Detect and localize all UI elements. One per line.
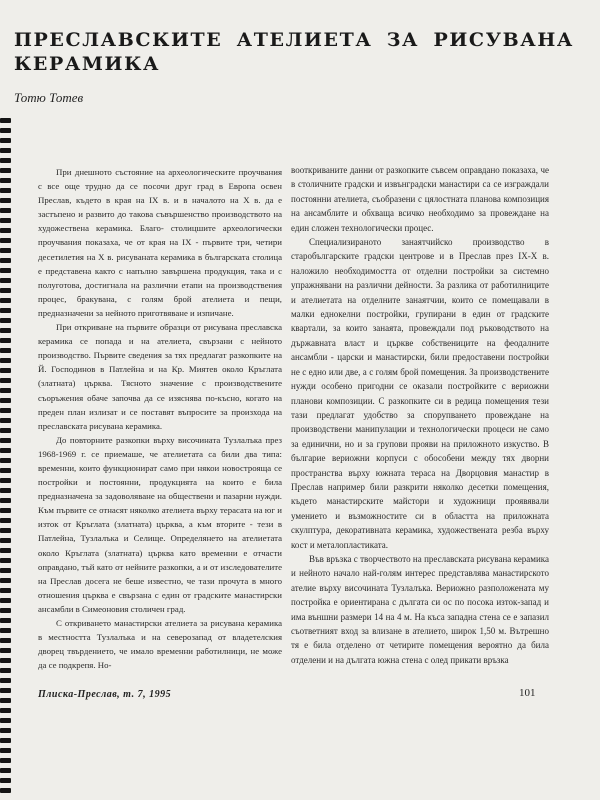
binding-ring bbox=[0, 548, 11, 553]
binding-ring bbox=[0, 128, 11, 133]
right-text-column bbox=[291, 163, 549, 667]
paragraph: Във връзка с творчеството на преславската рисувана керамика и нейното начало най-голям интерес представлява манастирското ателие върху височината Тузлалъка. Вериожно разположената му постройка е ориентирана с дългата си ос по посока изток-запад и има външни размери 14 на 4 м. На къса западна стена се е запазил съответният вход за влизане в ателието, широк 1,50 м. Вътрешно тя е била отделено от четирите помещения вероятно да била отделени и на дългата южна стена с олед прикати връзка bbox=[291, 553, 549, 665]
binding-ring bbox=[0, 348, 11, 353]
binding-ring bbox=[0, 278, 11, 283]
binding-ring bbox=[0, 438, 11, 443]
binding-ring bbox=[0, 788, 11, 793]
binding-ring bbox=[0, 198, 11, 203]
binding-ring bbox=[0, 258, 11, 263]
paragraph: До повторните разкопки върху височината Тузлалъка през 1968-1969 г. се приемаше, че ателиетата са били два типа: временни, които функционират само при някои новострояща се постройки и постоянни, продукцията на които е била предназначена за задоволяване на обществени и пазарни нужди. Към първите се отнасят няколко ателиета върху терасата на юг и изток от Кръглата (златната) църква, а към вторите - тези в Патлейна, Тузлалъка и Селище. Определянето на ателиетата около Кръглата (златната) църква като временни е отчасти оправдано, тъй като от нейните разкопки, а и от изследователите на Преслав досега не беше известно, че тази прочута в много отношения църква е свързана с един от градските манастирски ансамбли в Симеоновия столичен град. bbox=[38, 434, 282, 614]
title-word: ПРЕСЛАВСКИТЕ bbox=[14, 29, 223, 51]
binding-ring bbox=[0, 698, 11, 703]
binding-ring bbox=[0, 758, 11, 763]
binding-ring bbox=[0, 768, 11, 773]
binding-ring bbox=[0, 188, 11, 193]
binding-ring bbox=[0, 748, 11, 753]
title-word: РИСУВАНА bbox=[433, 29, 574, 51]
binding-ring bbox=[0, 358, 11, 363]
paragraph: При откриване на първите образци от рисувана преславска керамика се попада и на ателиета, свързани с нейното производство. Първите сведения за тях предлагат разкопките на Й. Господинов в Патлейна и на Кр. Миятев около Кръглата (златната) църква. Тясното значение с производствените съоръжения обаче започва да се изяснява по-късно, когато на преден план излизат и се поставят въпросите за произхода на преславската рисувана керамика. bbox=[38, 322, 282, 431]
binding-ring bbox=[0, 608, 11, 613]
page-number: 101 bbox=[519, 687, 536, 699]
author-name: Тотю Тотев bbox=[14, 90, 84, 105]
binding-ring bbox=[0, 488, 11, 493]
binding-ring bbox=[0, 378, 11, 383]
binding-ring bbox=[0, 568, 11, 573]
binding-ring bbox=[0, 778, 11, 783]
binding-ring bbox=[0, 368, 11, 373]
binding-ring bbox=[0, 148, 11, 153]
binding-ring bbox=[0, 658, 11, 663]
binding-ring bbox=[0, 328, 11, 333]
binding-ring bbox=[0, 618, 11, 623]
binding-ring bbox=[0, 478, 11, 483]
binding-ring bbox=[0, 508, 11, 513]
paragraph: При днешното състояние на археологическите проучвания с все още трудно да се посочи друг град в Европа освен Преслав, където в края на IX в. и в началото на X в. да е застъпено и развито до такова съвършенство производството на художествена керамика. Благо- столицшите археологически проучвания показаха, че от края на IX - първите три, четири десетилетия на X в. рисуваната керамика в българската столица е представена както с напълно завършена продукция, така и с полуготова, достигнала на различни етапи на производствения процес, бракувана, с голям брой ателиета и пещи, предназначени за нейното приготвяване и изпичане. bbox=[38, 167, 282, 318]
binding-ring bbox=[0, 448, 11, 453]
binding-ring bbox=[0, 578, 11, 583]
binding-ring bbox=[0, 668, 11, 673]
binding-ring bbox=[0, 558, 11, 563]
title-line-1 bbox=[14, 28, 574, 52]
binding-ring bbox=[0, 648, 11, 653]
binding-ring bbox=[0, 178, 11, 183]
binding-ring bbox=[0, 238, 11, 243]
binding-ring bbox=[0, 408, 11, 413]
binding-ring bbox=[0, 118, 11, 123]
title-line-2: КЕРАМИКА bbox=[14, 53, 161, 75]
binding-ring bbox=[0, 678, 11, 683]
binding-ring bbox=[0, 138, 11, 143]
binding-ring bbox=[0, 298, 11, 303]
binding-ring bbox=[0, 738, 11, 743]
binding-ring bbox=[0, 588, 11, 593]
binding-ring bbox=[0, 708, 11, 713]
paragraph: вооткриваните данни от разкопките съвсем оправдано показаха, че в столичните градски и извънградски манастири са се изграждали постоянни ателиета, съобразени с цялостната планова композиция на ансамблите и обхваща всичко необходимо за провеждане на един сложен технологически процес. bbox=[291, 165, 549, 233]
binding-ring bbox=[0, 288, 11, 293]
binding-ring bbox=[0, 428, 11, 433]
title-word: ЗА bbox=[386, 29, 420, 51]
binding-ring bbox=[0, 398, 11, 403]
binding-ring bbox=[0, 598, 11, 603]
binding-ring bbox=[0, 248, 11, 253]
spiral-binding bbox=[0, 0, 16, 800]
binding-ring bbox=[0, 308, 11, 313]
binding-ring bbox=[0, 268, 11, 273]
binding-ring bbox=[0, 498, 11, 503]
binding-ring bbox=[0, 388, 11, 393]
article-title bbox=[14, 28, 574, 76]
binding-ring bbox=[0, 168, 11, 173]
paragraph: С откриването манастирски ателиета за рисувана керамика в местността Тузлалъка и на северозапад от владетелския дворец твърдението, че имало временни работилници, не може да се подкрепя. Но- bbox=[38, 618, 282, 671]
binding-ring bbox=[0, 158, 11, 163]
binding-ring bbox=[0, 228, 11, 233]
binding-ring bbox=[0, 458, 11, 463]
binding-ring bbox=[0, 638, 11, 643]
binding-ring bbox=[0, 518, 11, 523]
binding-ring bbox=[0, 208, 11, 213]
binding-ring bbox=[0, 418, 11, 423]
binding-ring bbox=[0, 318, 11, 323]
binding-ring bbox=[0, 218, 11, 223]
binding-ring bbox=[0, 538, 11, 543]
journal-citation: Плиска-Преслав, т. 7, 1995 bbox=[38, 689, 172, 700]
left-text-column bbox=[38, 165, 282, 672]
binding-ring bbox=[0, 728, 11, 733]
binding-ring bbox=[0, 528, 11, 533]
binding-ring bbox=[0, 688, 11, 693]
paragraph: Специализираното занаятчийско производство в старобългарските градски центрове и в Преслав през IX-X в. наложило необходимостта от отделни постройки за системно упражнявани на различни дейности. За разлика от работилниците и ателиетата на отделните занаятчии, които се помещавали в малки еднокелни постройки, групирани в един от градските квартали, за които занаята, провеждали под ръководството на държавната власт и църкве собствениците на феодалните ансамбли - царски и манастирски, били предоставени постройки не с едно или две, а с голям брой помещения. За производствените нужди особено пригодни се оказали постройките с вериожни планови композиции. С разкопките си в редица помещения тези тази предлагат удобство за спорупването провеждане на производствени манипулации и технологически процеси не само за единични, но и за групови прояви на приложното изкуство. В българие вериожни корпуси с обособени между тях дворни пространства върху южната тераса на Дворцовия манастир в Преслав например били разкрити няколко десетки помещения, където манастирските майстори и художници проявявали умението и възможностите си в областта на приложната скулптура, декоративната керамика, художествената резба върху кост и металопластиката. bbox=[291, 237, 549, 550]
binding-ring bbox=[0, 468, 11, 473]
binding-ring bbox=[0, 628, 11, 633]
title-word: АТЕЛИЕТА bbox=[236, 29, 373, 51]
binding-ring bbox=[0, 718, 11, 723]
binding-ring bbox=[0, 338, 11, 343]
